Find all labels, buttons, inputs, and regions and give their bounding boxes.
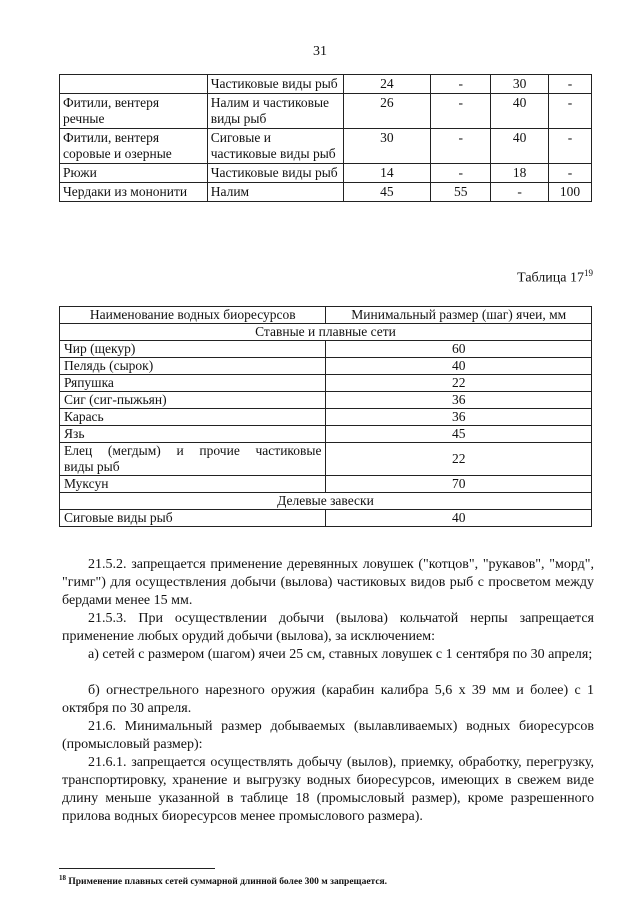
section-row — [60, 493, 592, 510]
table-header-row — [60, 307, 592, 324]
value-cell: - — [431, 75, 491, 94]
value-cell: 45 — [343, 183, 431, 202]
value-cell: - — [549, 75, 592, 94]
table-row — [60, 426, 592, 443]
species-cell: Частиковые виды рыб — [207, 75, 343, 94]
value-cell: - — [431, 164, 491, 183]
header-species: Наименование водных биоресурсов — [60, 307, 326, 324]
table-row — [60, 129, 592, 164]
footnote: $^{18}$ Применение плавных сетей суммарной длинной более 300 м запрещается. — [59, 874, 388, 888]
mesh-size-cell: 70 — [326, 476, 592, 493]
table-row — [60, 392, 592, 409]
mesh-size-cell: 60 — [326, 341, 592, 358]
mesh-size-cell: 36 — [326, 409, 592, 426]
value-cell: 30 — [491, 75, 549, 94]
value-cell: - — [431, 94, 491, 129]
gear-cell: Фитили, вентеря речные — [60, 94, 208, 129]
value-cell: 30 — [343, 129, 431, 164]
mesh-size-table — [59, 306, 592, 527]
gear-cell — [60, 75, 208, 94]
species-name-line: Елец (мегдым) и прочие частиковые — [64, 443, 322, 458]
gear-cell: Рюжи — [60, 164, 208, 183]
value-cell: - — [549, 129, 592, 164]
gear-mesh-table — [59, 74, 592, 202]
species-cell: Сиг (сиг-пыжьян) — [60, 392, 326, 409]
mesh-size-cell: 45 — [326, 426, 592, 443]
mesh-size-cell: 36 — [326, 392, 592, 409]
species-cell: Частиковые виды рыб — [207, 164, 343, 183]
table-row — [60, 75, 592, 94]
species-cell: Сиговые виды рыб — [60, 510, 326, 527]
gear-cell: Фитили, вентеря соровые и озерные — [60, 129, 208, 164]
species-cell: Карась — [60, 409, 326, 426]
gear-cell: Чердаки из мононити — [60, 183, 208, 202]
species-cell: Пелядь (сырок) — [60, 358, 326, 375]
value-cell: 18 — [491, 164, 549, 183]
value-cell: - — [431, 129, 491, 164]
mesh-size-cell: 40 — [326, 510, 592, 527]
paragraph-21-6-1: 21.6.1. запрещается осуществлять добычу (вылов), приемку, обработку, перегрузку, транспортировку, хранение и выгрузку водных биоресурсов, имеющих в свежем виде длину меньше указанной в таблице 18 (промысловый размер), кроме разрешенного прилова водных биоресурсов менее промыслового размера). — [62, 755, 594, 824]
table-row — [60, 94, 592, 129]
species-name-line: виды рыб — [64, 459, 120, 474]
species-cell: Ряпушка — [60, 375, 326, 392]
table-row — [60, 476, 592, 493]
table-row — [60, 341, 592, 358]
table-row — [60, 183, 592, 202]
species-cell — [60, 443, 326, 476]
footnote-divider — [59, 868, 215, 869]
paragraph-21-5-3: 21.5.3. При осуществлении добычи (вылова) кольчатой нерпы запрещается применение любых орудий добычи (вылова), за исключением: — [62, 611, 594, 644]
mesh-size-cell: 22 — [326, 375, 592, 392]
section-row — [60, 324, 592, 341]
species-cell: Налим — [207, 183, 343, 202]
table-row — [60, 510, 592, 527]
table-row — [60, 409, 592, 426]
species-cell: Муксун — [60, 476, 326, 493]
page-number: 31 — [313, 44, 327, 59]
section-title: Делевые завески — [60, 493, 592, 510]
species-cell: Чир (щекур) — [60, 341, 326, 358]
value-cell: 26 — [343, 94, 431, 129]
mesh-size-cell: 40 — [326, 358, 592, 375]
section-title: Ставные и плавные сети — [60, 324, 592, 341]
table-caption: Таблица $17^{19}$ — [517, 268, 593, 286]
species-cell: Язь — [60, 426, 326, 443]
table-row — [60, 358, 592, 375]
table-row — [60, 375, 592, 392]
value-cell: 24 — [343, 75, 431, 94]
value-cell: 100 — [549, 183, 592, 202]
table-row — [60, 443, 592, 476]
value-cell: - — [549, 94, 592, 129]
mesh-size-cell: 22 — [326, 443, 592, 476]
value-cell: 14 — [343, 164, 431, 183]
species-cell: Налим и частиковые виды рыб — [207, 94, 343, 129]
paragraph-21-6: 21.6. Минимальный размер добываемых (вылавливаемых) водных биоресурсов (промысловый размер): — [62, 719, 594, 752]
value-cell: 40 — [491, 129, 549, 164]
paragraph-item-b: б) огнестрельного нарезного оружия (карабин калибра 5,6 х 39 мм и более) с 1 октября по 30 апреля. — [62, 683, 594, 716]
paragraph-item-a: а) сетей с размером (шагом) ячеи 25 см, ставных ловушек с 1 сентября по 30 апреля; — [88, 647, 593, 662]
value-cell: 40 — [491, 94, 549, 129]
value-cell: - — [549, 164, 592, 183]
value-cell: - — [491, 183, 549, 202]
value-cell: 55 — [431, 183, 491, 202]
table-row — [60, 164, 592, 183]
species-cell: Сиговые и частиковые виды рыб — [207, 129, 343, 164]
header-mesh-size: Минимальный размер (шаг) ячеи, мм — [326, 307, 592, 324]
paragraph-21-5-2: 21.5.2. запрещается применение деревянных ловушек ("котцов", "рукавов", "морд", "гимг") для осуществления добычи (вылова) частиковых видов рыб с просветом между бердами менее 15 мм. — [62, 557, 594, 608]
